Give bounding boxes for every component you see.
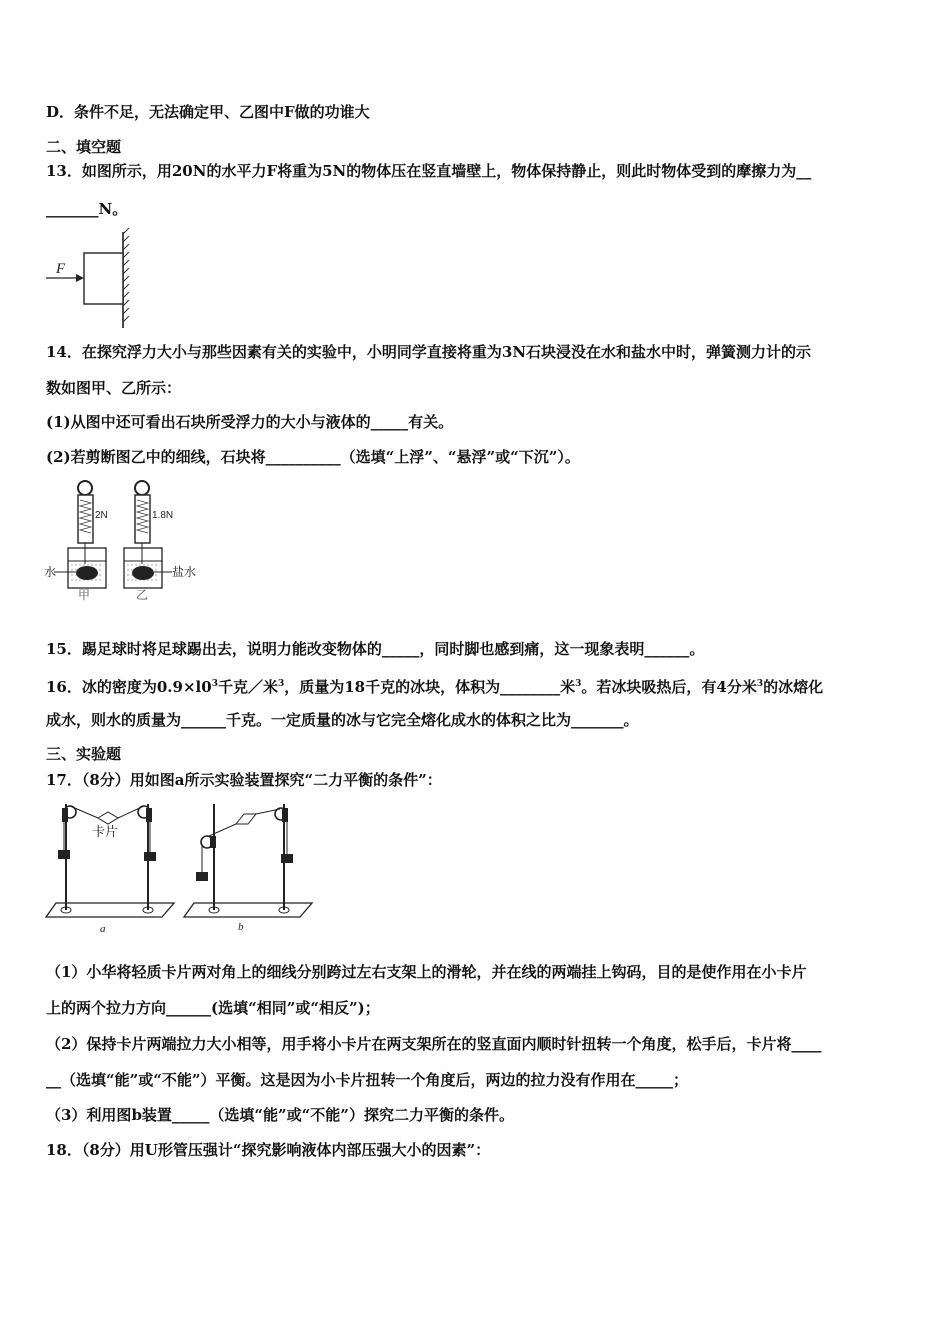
figure-13-block-on-wall [40, 228, 140, 330]
apparatus-a [46, 804, 174, 917]
reading-yi: 1.8N [152, 510, 174, 521]
q17-sub2-line2: __（选填“能”或“不能”）平衡。这是因为小卡片扭转一个角度后，两边的拉力没有作用在_____； [46, 1071, 689, 1089]
q16-text-2: 千克／米 [217, 678, 278, 696]
caption-jia: 甲 [78, 588, 91, 602]
option-d: D．条件不足，无法确定甲、乙图中F做的功谁大 [46, 103, 370, 121]
q14-sub1: (1)从图中还可看出石块所受浮力的大小与液体的_____有关。 [46, 413, 454, 431]
q18-line: 18．（8分）用U形管压强计“探究影响液体内部压强大小的因素”： [46, 1141, 491, 1159]
card-label: 卡片 [92, 825, 119, 840]
reading-jia: 2N [95, 510, 108, 521]
force-label: F [56, 261, 66, 277]
q17-sub1-line1: （1）小华将轻质卡片两对角上的细线分别跨过左右支架上的滑轮，并在线的两端挂上钩码，目的是使作用在小卡片 [46, 963, 807, 981]
caption-yi: 乙 [136, 588, 149, 602]
q16-text-3: ，质量为18千克的冰块，体积为________米 [284, 678, 576, 696]
q16-sup-1: 3 [211, 679, 218, 689]
q17-sub2-line1: （2）保持卡片两端拉力大小相等，用手将小卡片在两支架所在的竖直面内顺时针扭转一个角度，松手后，卡片将____ [46, 1035, 822, 1053]
section-heading-experiment: 三、实验题 [46, 745, 122, 763]
q15-line: 15．踢足球时将足球踢出去，说明力能改变物体的_____，同时脚也感到痛，这一现象表明______。 [46, 640, 705, 658]
q17-sub3: （3）利用图b装置_____（选填“能”或“不能”）探究二力平衡的条件。 [46, 1106, 514, 1124]
q13-line1: 13．如图所示，用20N的水平力F将重为5N的物体压在竖直墙壁上，物体保持静止，则此时物体受到的摩擦力为__ [46, 162, 812, 180]
label-water: 水 [44, 565, 57, 579]
caption-b: b [238, 921, 244, 933]
apparatus-b [184, 804, 312, 917]
figure-17-apparatus [44, 800, 324, 936]
spring-scale-yi [124, 481, 172, 588]
caption-a: a [100, 923, 106, 935]
figure-14-spring-scales [44, 478, 214, 602]
spring-scale-jia [54, 481, 106, 588]
label-saltwater: 盐水 [172, 565, 197, 579]
q14-sub2: (2)若剪断图乙中的细线，石块将__________（选填“上浮”、“悬浮”或“下沉”）。 [46, 448, 580, 466]
q16-sup-4: 3 [756, 679, 764, 689]
q16-sup-3: 3 [575, 679, 582, 689]
q17-line: 17．（8分）用如图a所示实验装置探究“二力平衡的条件”： [46, 771, 442, 789]
q16-line2: 成水，则水的质量为______千克。一定质量的冰与它完全熔化成水的体积之比为_______。 [46, 711, 639, 729]
q14-line2: 数如图甲、乙所示： [46, 379, 182, 397]
q16-text-4: 。若冰块吸热后，有4分米 [581, 678, 757, 696]
q16-sup-2: 3 [277, 679, 285, 689]
q14-line1: 14．在探究浮力大小与那些因素有关的实验中，小明同学直接将重为3N石块浸没在水和盐水中时，弹簧测力计的示 [46, 343, 812, 361]
q16-text-1: 16．冰的密度为0.9×l0 [46, 678, 212, 696]
q13-line2: _______N。 [46, 200, 128, 218]
section-heading-fill-in: 二、填空题 [46, 138, 122, 156]
q17-sub1-line2: 上的两个拉力方向______(选填“相同”或“相反”)； [46, 999, 380, 1017]
q16-line1 [46, 674, 823, 697]
q16-text-5: 的冰熔化 [763, 678, 824, 696]
